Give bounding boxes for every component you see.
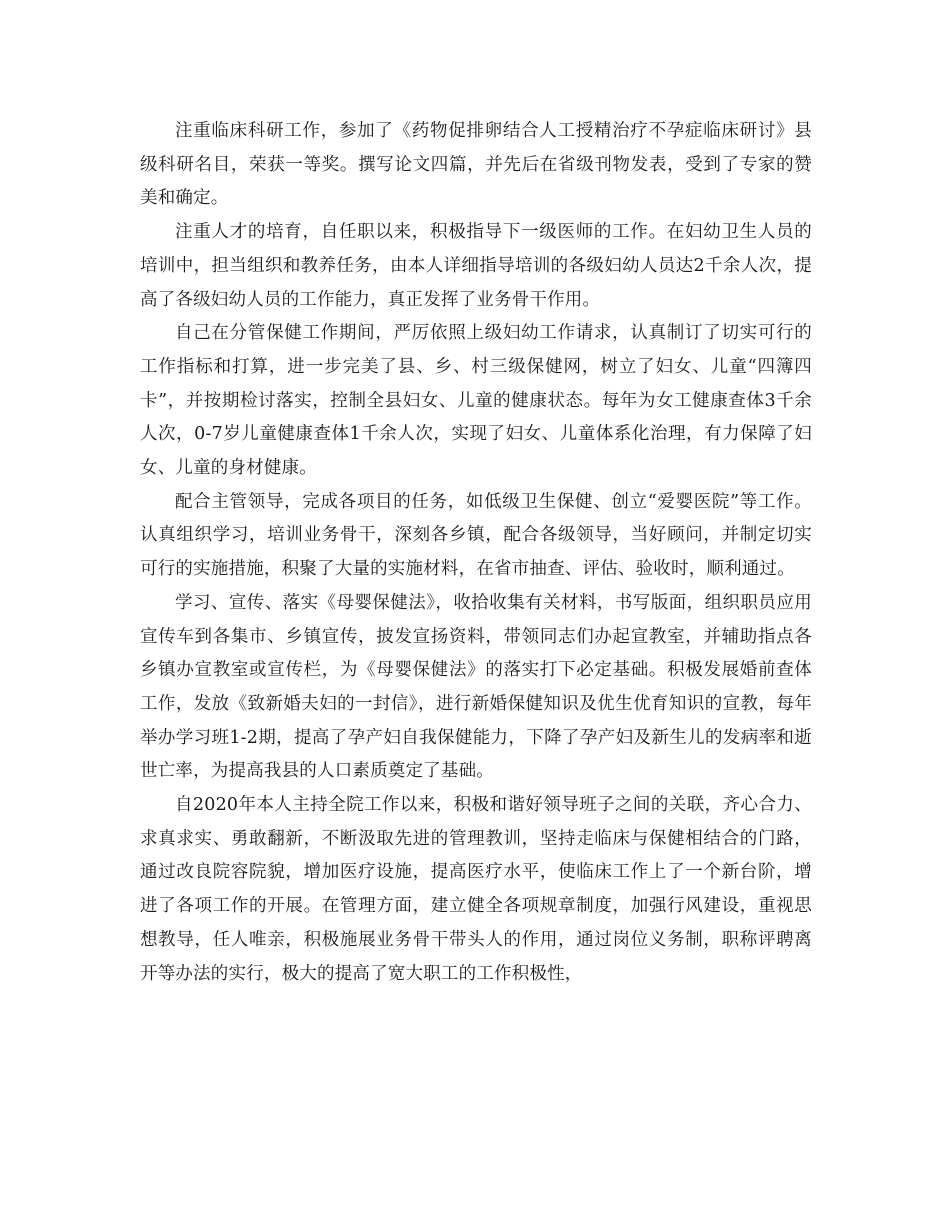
paragraph-cooperation: 配合主管领导，完成各项目的任务，如低级卫生保健、创立“爱婴医院”等工作。认真组织学习，培训业务骨干，深刻各乡镇，配合各级领导，当好顾问，并制定切实可行的实施措施，积聚了大量的实施材料，在省市抽查、评估、验收时，顺利通过。	[140, 491, 812, 580]
paragraph-health-care-management: 自己在分管保健工作期间，严厉依照上级妇幼工作请求，认真制订了切实可行的工作指标和打算，进一步完美了县、乡、村三级保健网，树立了妇女、儿童“四簿四卡”，并按期检讨落实，控制全县妇女、儿童的健康状态。每年为女工健康查体3千余人次，0-7岁儿童健康查体1千余人次，实现了妇女、儿童体系化治理，有力保障了妇女、儿童的身材健康。	[140, 323, 812, 479]
paragraph-maternal-infant-law: 学习、宣传、落实《母婴保健法》，收拾收集有关材料，书写版面，组织职员应用宣传车到各集市、乡镇宣传，披发宣扬资料，带领同志们办起宣教室，并辅助指点各乡镇办宣教室或宣传栏，为《母婴保健法》的落实打下必定基础。积极发展婚前查体工作，发放《致新婚夫妇的一封信》，进行新婚保健知识及优生优育知识的宣教，每年举办学习班1-2期，提高了孕产妇自我保健能力，下降了孕产妇及新生儿的发病率和逝世亡率，为提高我县的人口素质奠定了基础。	[140, 592, 812, 782]
document-body	[140, 115, 812, 991]
paragraph-hospital-leadership: 自2020年本人主持全院工作以来，积极和谐好领导班子之间的关联，齐心合力、求真求实、勇敢翻新，不断汲取先进的管理教训，坚持走临床与保健相结合的门路，通过改良院容院貌，增加医疗设施，提高医疗水平，使临床工作上了一个新台阶，增进了各项工作的开展。在管理方面，建立健全各项规章制度，加强行风建设，重视思想教导，任人唯亲，积极施展业务骨干带头人的作用，通过岗位义务制，职称评聘离开等办法的实行，极大的提高了宽大职工的工作积极性，	[140, 795, 812, 984]
paragraph-talent-training: 注重人才的培育，自任职以来，积极指导下一级医师的工作。在妇幼卫生人员的培训中，担当组织和教养任务，由本人详细指导培训的各级妇幼人员达2千余人次，提高了各级妇幼人员的工作能力，真正发挥了业务骨干作用。	[140, 222, 812, 310]
paragraph-research: 注重临床科研工作，参加了《药物促排卵结合人工授精治疗不孕症临床研讨》县级科研名目，荣获一等奖。撰写论文四篇，并先后在省级刊物发表，受到了专家的赞美和确定。	[140, 121, 812, 209]
